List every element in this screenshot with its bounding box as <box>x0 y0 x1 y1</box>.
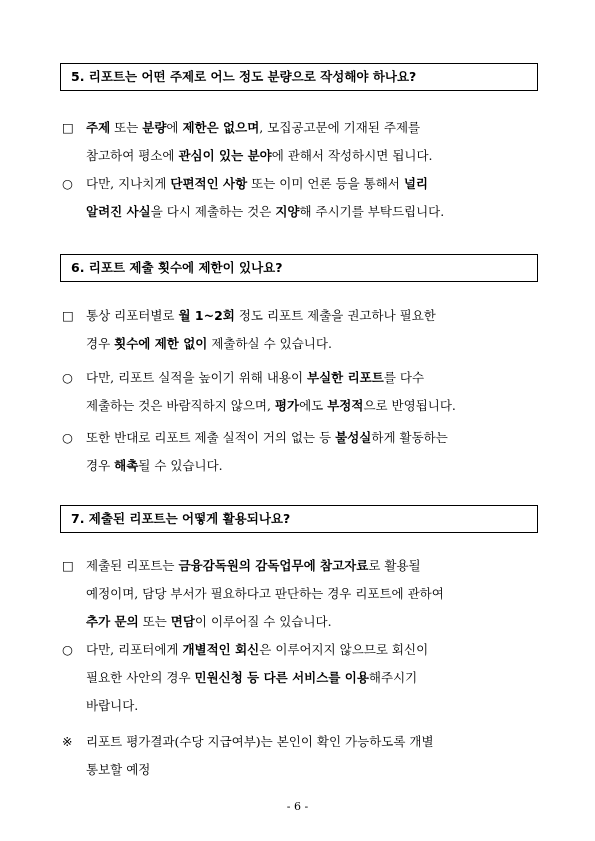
paragraph <box>62 728 540 784</box>
body-text: 다만, 리포터에게 <box>86 642 183 657</box>
paragraph <box>62 552 540 636</box>
emphasis-text: 면담 <box>170 614 195 629</box>
emphasis-text: 알려진 사실 <box>86 204 151 219</box>
bullet-marker: ○ <box>62 642 73 657</box>
body-text: 를 다수 <box>383 370 425 385</box>
body-text: 하게 활동하는 <box>371 430 448 445</box>
emphasis-text: 널리 <box>403 176 429 191</box>
body-text: 에 <box>166 120 183 135</box>
bullet-marker: ※ <box>62 734 73 749</box>
paragraph <box>62 636 540 720</box>
body-text: 에 관해서 작성하시면 됩니다. <box>271 148 433 163</box>
emphasis-text: 단편적인 사항 <box>170 176 248 191</box>
body-text: 해주시기 <box>368 670 418 685</box>
body-text: 을 다시 제출하는 것은 <box>150 204 276 219</box>
emphasis-text: 주제 <box>86 120 111 135</box>
body-text: 다만, 리포트 실적을 높이기 위해 내용이 <box>86 370 308 385</box>
emphasis-text: 제한은 없으며 <box>182 120 260 135</box>
bullet-marker: ○ <box>62 176 73 191</box>
body-text: 예정이며, 담당 부서가 필요하다고 판단하는 경우 리포트에 관하여 <box>86 586 444 601</box>
paragraph <box>62 114 540 170</box>
body-text: , 모집공고문에 기재된 주제를 <box>259 120 421 135</box>
emphasis-text: 추가 문의 <box>86 614 139 629</box>
body-text: 다만, 지나치게 <box>86 176 171 191</box>
body-text: 참고하여 평소에 <box>86 148 179 163</box>
bullet-marker: □ <box>62 308 74 323</box>
body-text: 해 주시기를 부탁드립니다. <box>299 204 445 219</box>
page-number: - 6 - <box>286 800 309 813</box>
bullet-marker: ○ <box>62 370 73 385</box>
paragraph <box>62 364 540 420</box>
body-text: 은 이루어지지 않으므로 회신이 <box>259 642 429 657</box>
body-text: 필요한 사안의 경우 <box>86 670 195 685</box>
paragraph-line <box>62 756 540 784</box>
body-text: 제출된 리포트는 <box>86 558 179 573</box>
body-text: 통보할 예정 <box>86 762 151 777</box>
paragraph-line <box>62 636 540 664</box>
body-text: 제출하실 수 있습니다. <box>207 336 332 351</box>
bullet-marker: ○ <box>62 430 73 445</box>
section-heading-7: 7. 제출된 리포트는 어떻게 활용되나요? <box>60 505 538 533</box>
body-text: 또한 반대로 리포트 제출 실적이 거의 없는 등 <box>86 430 336 445</box>
body-text: 통상 리포터별로 <box>86 308 179 323</box>
section-heading-6: 6. 리포트 제출 횟수에 제한이 있나요? <box>60 254 538 282</box>
bullet-marker: □ <box>62 120 74 135</box>
paragraph-line <box>62 330 540 358</box>
body-text: 바랍니다. <box>86 698 139 713</box>
paragraph-line <box>62 114 540 142</box>
paragraph <box>62 170 540 226</box>
emphasis-text: 월 1~2회 <box>178 308 235 323</box>
paragraph-line <box>62 580 540 608</box>
paragraph-line <box>62 728 540 756</box>
paragraph-line <box>62 392 540 420</box>
paragraph-line <box>62 170 540 198</box>
bullet-marker: □ <box>62 558 74 573</box>
emphasis-text: 불성실 <box>335 430 372 445</box>
body-text: 에도 <box>299 398 328 413</box>
emphasis-text: 분량 <box>142 120 167 135</box>
body-text: 또는 이미 언론 등을 통해서 <box>247 176 404 191</box>
emphasis-text: 해촉 <box>114 458 139 473</box>
body-text: 리포트 평가결과(수당 지급여부)는 본인이 확인 가능하도록 개별 <box>86 734 434 749</box>
emphasis-text: 민원신청 등 다른 서비스를 이용 <box>194 670 369 685</box>
paragraph-line <box>62 364 540 392</box>
paragraph-line <box>62 664 540 692</box>
paragraph-line <box>62 424 540 452</box>
paragraph-line <box>62 552 540 580</box>
emphasis-text: 개별적인 회신 <box>182 642 260 657</box>
paragraph-line <box>62 452 540 480</box>
body-text: 정도 리포트 제출을 권고하나 필요한 <box>234 308 436 323</box>
paragraph <box>62 302 540 358</box>
body-text: 될 수 있습니다. <box>138 458 223 473</box>
paragraph-line <box>62 608 540 636</box>
emphasis-text: 관심이 있는 분야 <box>178 148 272 163</box>
body-text: 제출하는 것은 바람직하지 않으며, <box>86 398 275 413</box>
emphasis-text: 부실한 리포트 <box>307 370 384 385</box>
body-text: 으로 반영됩니다. <box>363 398 456 413</box>
section-heading-5: 5. 리포트는 어떤 주제로 어느 정도 분량으로 작성해야 하나요? <box>60 63 538 91</box>
paragraph-line <box>62 302 540 330</box>
emphasis-text: 금융감독원의 감독업무에 참고자료 <box>178 558 369 573</box>
paragraph-line <box>62 198 540 226</box>
paragraph-line <box>62 142 540 170</box>
paragraph-line <box>62 692 540 720</box>
body-text: 이 이루어질 수 있습니다. <box>194 614 332 629</box>
body-text: 로 활용될 <box>368 558 421 573</box>
emphasis-text: 부정적 <box>327 398 364 413</box>
body-text: 경우 <box>86 336 115 351</box>
body-text: 또는 <box>110 120 143 135</box>
emphasis-text: 지양 <box>275 204 300 219</box>
paragraph <box>62 424 540 480</box>
body-text: 또는 <box>138 614 171 629</box>
body-text: 경우 <box>86 458 115 473</box>
emphasis-text: 평가 <box>274 398 300 413</box>
emphasis-text: 횟수에 제한 없이 <box>114 336 208 351</box>
